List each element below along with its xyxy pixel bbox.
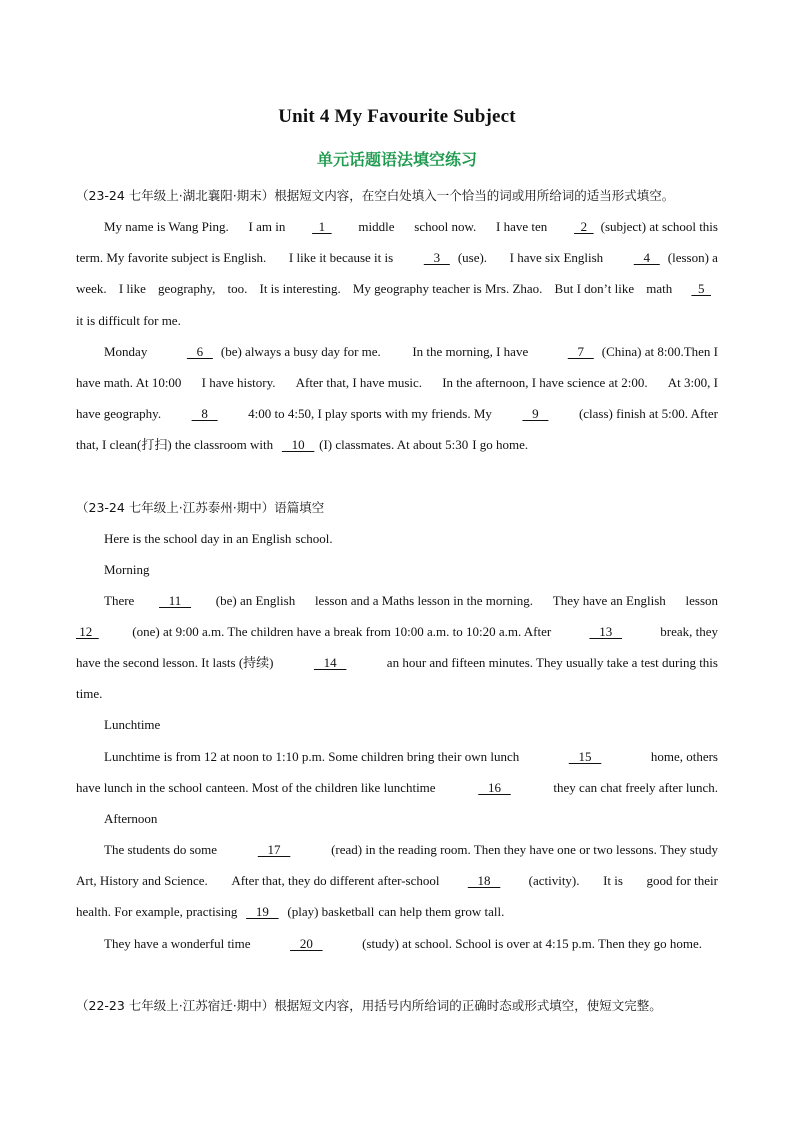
passage-line: have math. At 10:00 I have history. After that, I have music. In the afternoon, I have science at 2:00. At 3:00, I [76, 375, 718, 390]
passage-line: The students do some 17 (read) in the reading room. Then they have one or two lessons. They study [104, 840, 718, 860]
blank-4[interactable]: 4 [633, 250, 660, 265]
blank-1[interactable]: 1 [312, 219, 332, 234]
passage-line: Here is the school day in an English school. [104, 531, 333, 546]
blank-13[interactable]: 13 [589, 624, 622, 639]
blank-11[interactable]: 11 [159, 593, 192, 608]
passage-line: 12 (one) at 9:00 a.m. The children have a break from 10:00 a.m. to 10:20 a.m. After 13 break, they [76, 622, 718, 642]
section-1-header: （23-24 七年级上·湖北襄阳·期末）根据短文内容，在空白处填入一个恰当的词或用所给词的适当形式填空。 [76, 188, 675, 203]
page-title: Unit 4 My Favourite Subject [278, 106, 516, 127]
passage-line: There 11 (be) an English lesson and a Maths lesson in the morning. They have an English lesson [104, 591, 718, 611]
passage-line: term. My favorite subject is English. I like it because it is 3 (use). I have six English 4 (lesson) a [76, 248, 718, 268]
blank-3[interactable]: 3 [423, 250, 450, 265]
blank-8[interactable]: 8 [191, 406, 218, 421]
passage-line: Monday 6 (be) always a busy day for me. In the morning, I have 7 (China) at 8:00.Then I [104, 342, 718, 362]
passage-line: have the second lesson. It lasts (持续) 14 an hour and fifteen minutes. They usually take a test during this [76, 653, 718, 673]
passage-line: Art, History and Science. After that, they do different after-school 18 (activity). It is good for their [76, 871, 718, 891]
blank-5[interactable]: 5 [691, 281, 711, 296]
blank-17[interactable]: 17 [257, 842, 291, 857]
passage-line: week. I like geography, too. It is interesting. My geography teacher is Mrs. Zhao. But I don’t like math 5 [76, 279, 718, 299]
blank-10[interactable]: 10 [281, 437, 315, 452]
passage-line: it is difficult for me. [76, 313, 181, 328]
blank-15[interactable]: 15 [568, 749, 602, 764]
passage-line: health. For example, practising 19 (play) basketball can help them grow tall. [76, 902, 556, 922]
passage-line: They have a wonderful time 20 (study) at school. School is over at 4:15 p.m. Then they go home. [104, 934, 702, 954]
blank-19[interactable]: 19 [246, 904, 279, 919]
passage-line: My name is Wang Ping. I am in 1 middle school now. I have ten 2 (subject) at school this [104, 217, 718, 237]
blank-18[interactable]: 18 [467, 873, 501, 888]
blank-7[interactable]: 7 [567, 344, 594, 359]
passage-line: have geography. 8 4:00 to 4:50, I play sports with my friends. My 9 (class) finish at 5:00. After [76, 404, 718, 424]
passage-line: time. [76, 686, 103, 701]
section-2-header: （23-24 七年级上·江苏泰州·期中）语篇填空 [76, 500, 325, 515]
blank-6[interactable]: 6 [186, 344, 213, 359]
passage-line: that, I clean(打扫) the classroom with 10 (I) classmates. At about 5:30 I go home. [76, 435, 596, 455]
blank-2[interactable]: 2 [574, 219, 594, 234]
blank-16[interactable]: 16 [478, 780, 511, 795]
section-3-header: （22-23 七年级上·江苏宿迁·期中）根据短文内容，用括号内所给词的正确时态或形式填空，使短文完整。 [76, 998, 662, 1013]
subheading-afternoon: Afternoon [104, 811, 158, 826]
blank-20[interactable]: 20 [290, 936, 323, 951]
subheading-morning: Morning [104, 562, 150, 577]
passage-line: Lunchtime is from 12 at noon to 1:10 p.m. Some children bring their own lunch 15 home, others [104, 747, 718, 767]
blank-9[interactable]: 9 [522, 406, 549, 421]
blank-12[interactable]: 12 [76, 624, 99, 639]
blank-14[interactable]: 14 [313, 655, 347, 670]
page-subtitle: 单元话题语法填空练习 [316, 150, 477, 169]
passage-line: have lunch in the school canteen. Most of the children like lunchtime 16 they can chat freely after lunch. [76, 778, 718, 798]
subheading-lunchtime: Lunchtime [104, 717, 161, 732]
